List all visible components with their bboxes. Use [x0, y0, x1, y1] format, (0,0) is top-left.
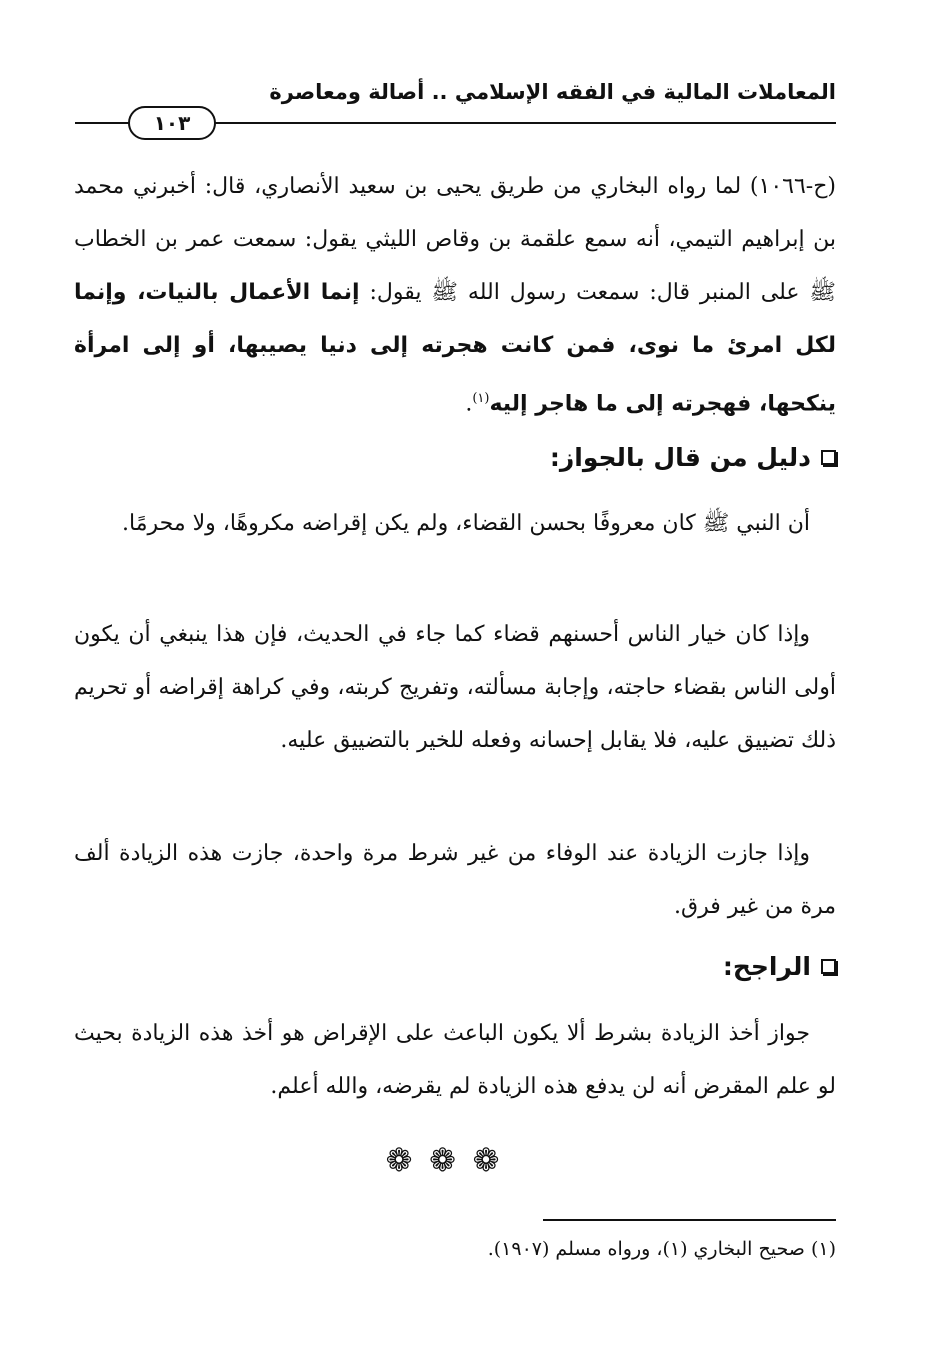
hadith-end-period: .	[465, 391, 473, 417]
hadith-intro-paragraph	[74, 160, 836, 430]
footnote-text: (١) صحيح البخاري (١)، ورواه مسلم (١٩٠٧).	[487, 1238, 836, 1260]
paragraph-evidence-2: وإذا كان خيار الناس أحسنهم قضاء كما جاء في الحديث، فإن هذا ينبغي أن يكون أولى الناس بقضاء حاجته، وإجابة مسألته، وتفريج كربته، وفي كراهة إقراضه أو تحريم ذلك تضييق عليه، فلا يقابل إحسانه وفعله للخير بالتضييق عليه.	[74, 622, 836, 753]
page-number-badge: ١٠٣	[128, 106, 216, 140]
floral-ornament-icon: ❁	[472, 1141, 500, 1179]
square-bullet-icon	[821, 959, 836, 974]
running-header-title: المعاملات المالية في الفقه الإسلامي .. أصالة ومعاصرة	[269, 80, 836, 104]
paragraph-evidence-3: وإذا جازت الزيادة عند الوفاء من غير شرط مرة واحدة، جازت هذه الزيادة ألف مرة من غير فرق.	[74, 841, 836, 919]
floral-ornament-icon: ❁	[385, 1141, 413, 1179]
section-heading-text: دليل من قال بالجواز:	[549, 443, 811, 472]
paragraph-preferred-opinion: جواز أخذ الزيادة بشرط ألا يكون الباعث على الإقراض هو أخذ هذه الزيادة بحيث لو علم المقرض أنه لن يدفع هذه الزيادة لم يقرضه، والله أعلم.	[74, 1021, 836, 1099]
hadith-intro: (ح-١٠٦٦) لما رواه البخاري من طريق يحيى بن سعيد الأنصاري، قال: أخبرني محمد بن إبراهيم التيمي، أنه سمع علقمة بن وقاص الليثي يقول: سمعت عمر بن الخطاب ﷺ على المنبر قال: سمعت رسول الله ﷺ يقول:	[74, 174, 836, 305]
section-heading-preferred	[723, 952, 836, 981]
floral-ornament-icon: ❁	[429, 1141, 456, 1179]
section-heading-text: الراجح:	[722, 952, 811, 981]
hadith-text: إنما الأعمال بالنيات، وإنما لكل امرئ ما نوى، فمن كانت هجرته إلى دنيا يصيبها، أو إلى امرأة ينكحها، فهجرته إلى ما هاجر إليه	[74, 280, 836, 417]
section-heading-permissibility	[550, 443, 836, 472]
paragraph-evidence-1: أن النبي ﷺ كان معروفًا بحسن القضاء، ولم يكن إقراضه مكروهًا، ولا محرمًا.	[122, 511, 810, 536]
footnote-rule	[543, 1219, 836, 1221]
square-bullet-icon	[821, 450, 836, 465]
footnote-reference: (١)	[472, 391, 490, 406]
section-end-ornament	[380, 1140, 505, 1180]
